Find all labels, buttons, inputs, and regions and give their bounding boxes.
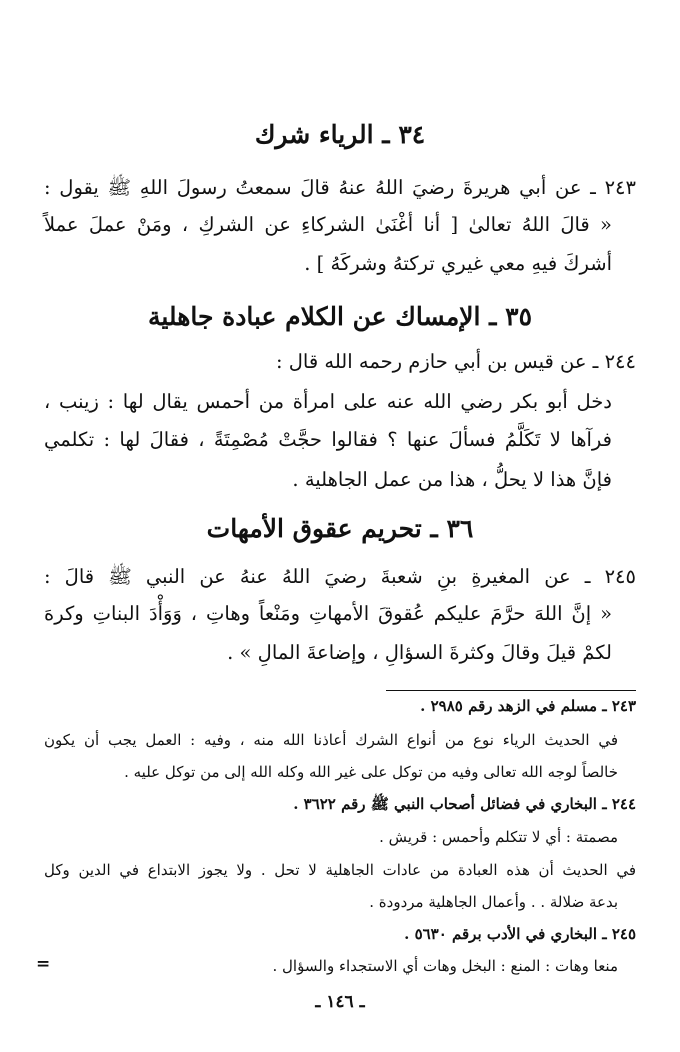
margin-mark: = [36,954,51,974]
hadith-244-line-3: فرآها لا تَكَلَّمُ فسألَ عنها ؟ فقالوا حجَّتْ مُصْمِتَةً ، فقالَ لها : تكلمي [44,428,612,451]
hadith-245-line-1: ٢٤٥ ـ عن المغيرةِ بنِ شعبةَ رضيَ اللهُ عنهُ عن النبي ﷺ قالَ : [44,565,636,588]
footnote-245-source: ٢٤٥ ـ البخاري في الأدب برقم ٥٦٣٠ . [404,925,636,943]
page-number: ـ ١٤٦ ـ [315,992,365,1012]
section-heading-36: ٣٦ ـ تحريم عقوق الأمهات [206,514,474,543]
footnote-244-line-3: بدعة ضلالة . . وأعمال الجاهلية مردودة . [369,893,618,911]
footnote-244-line-1: مصمتة : أي لا تتكلم وأحمس : قريش . [379,828,618,846]
footnote-244-line-2: في الحديث أن هذه العبادة من عادات الجاهلية لا تحل . ولا يجوز الابتداع في الدين وكل [44,861,636,879]
footnote-244-source: ٢٤٤ ـ البخاري في فضائل أصحاب النبي ﷺ رقم ٣٦٢٢ . [293,795,636,813]
hadith-244-line-1: ٢٤٤ ـ عن قيس بن أبي حازم رحمه الله قال : [276,350,636,373]
footnote-243-source: ٢٤٣ ـ مسلم في الزهد رقم ٢٩٨٥ . [420,697,636,715]
hadith-244-line-2: دخل أبو بكر رضي الله عنه على امرأة من أحمس يقال لها : زينب ، [44,390,612,413]
hadith-243-line-3: أشركَ فيهِ معي غيري تركتهُ وشركَهُ ] . [304,252,612,275]
section-heading-34: ٣٤ ـ الرياء شرك [254,120,426,149]
hadith-245-line-2: « إنَّ اللهَ حرَّمَ عليكم عُقوقَ الأمهاتِ ومَنْعاً وهاتِ ، وَوَأْدَ البناتِ وكرهَ [44,602,612,625]
footnote-245-line-1: منعا وهات : المنع : البخل وهات أي الاستجداء والسؤال . [272,957,618,975]
section-heading-35: ٣٥ ـ الإمساك عن الكلام عبادة جاهلية [147,302,533,331]
hadith-245-line-3: لكمْ قيلَ وقالَ وكثرةَ السؤالِ ، وإضاعةَ المالِ » . [227,641,612,664]
hadith-243-line-1: ٢٤٣ ـ عن أبي هريرةَ رضيَ اللهُ عنهُ قالَ سمعتُ رسولَ اللهِ ﷺ يقول : [44,176,636,199]
hadith-244-line-4: فإنَّ هذا لا يحلُّ ، هذا من عمل الجاهلية . [292,468,612,491]
footnote-243-line-2: خالصاً لوجه الله تعالى وفيه من توكل على غير الله وكله الله إلى من توكل عليه . [124,763,618,781]
hadith-243-line-2: « قالَ اللهُ تعالىٰ [ أنا أغْنَىٰ الشركاءِ عن الشركِ ، ومَنْ عملَ عملاً [44,213,612,236]
footnote-divider [386,690,636,691]
footnote-243-line-1: في الحديث الرياء نوع من أنواع الشرك أعاذنا الله منه ، وفيه : العمل يجب أن يكون [44,731,618,749]
